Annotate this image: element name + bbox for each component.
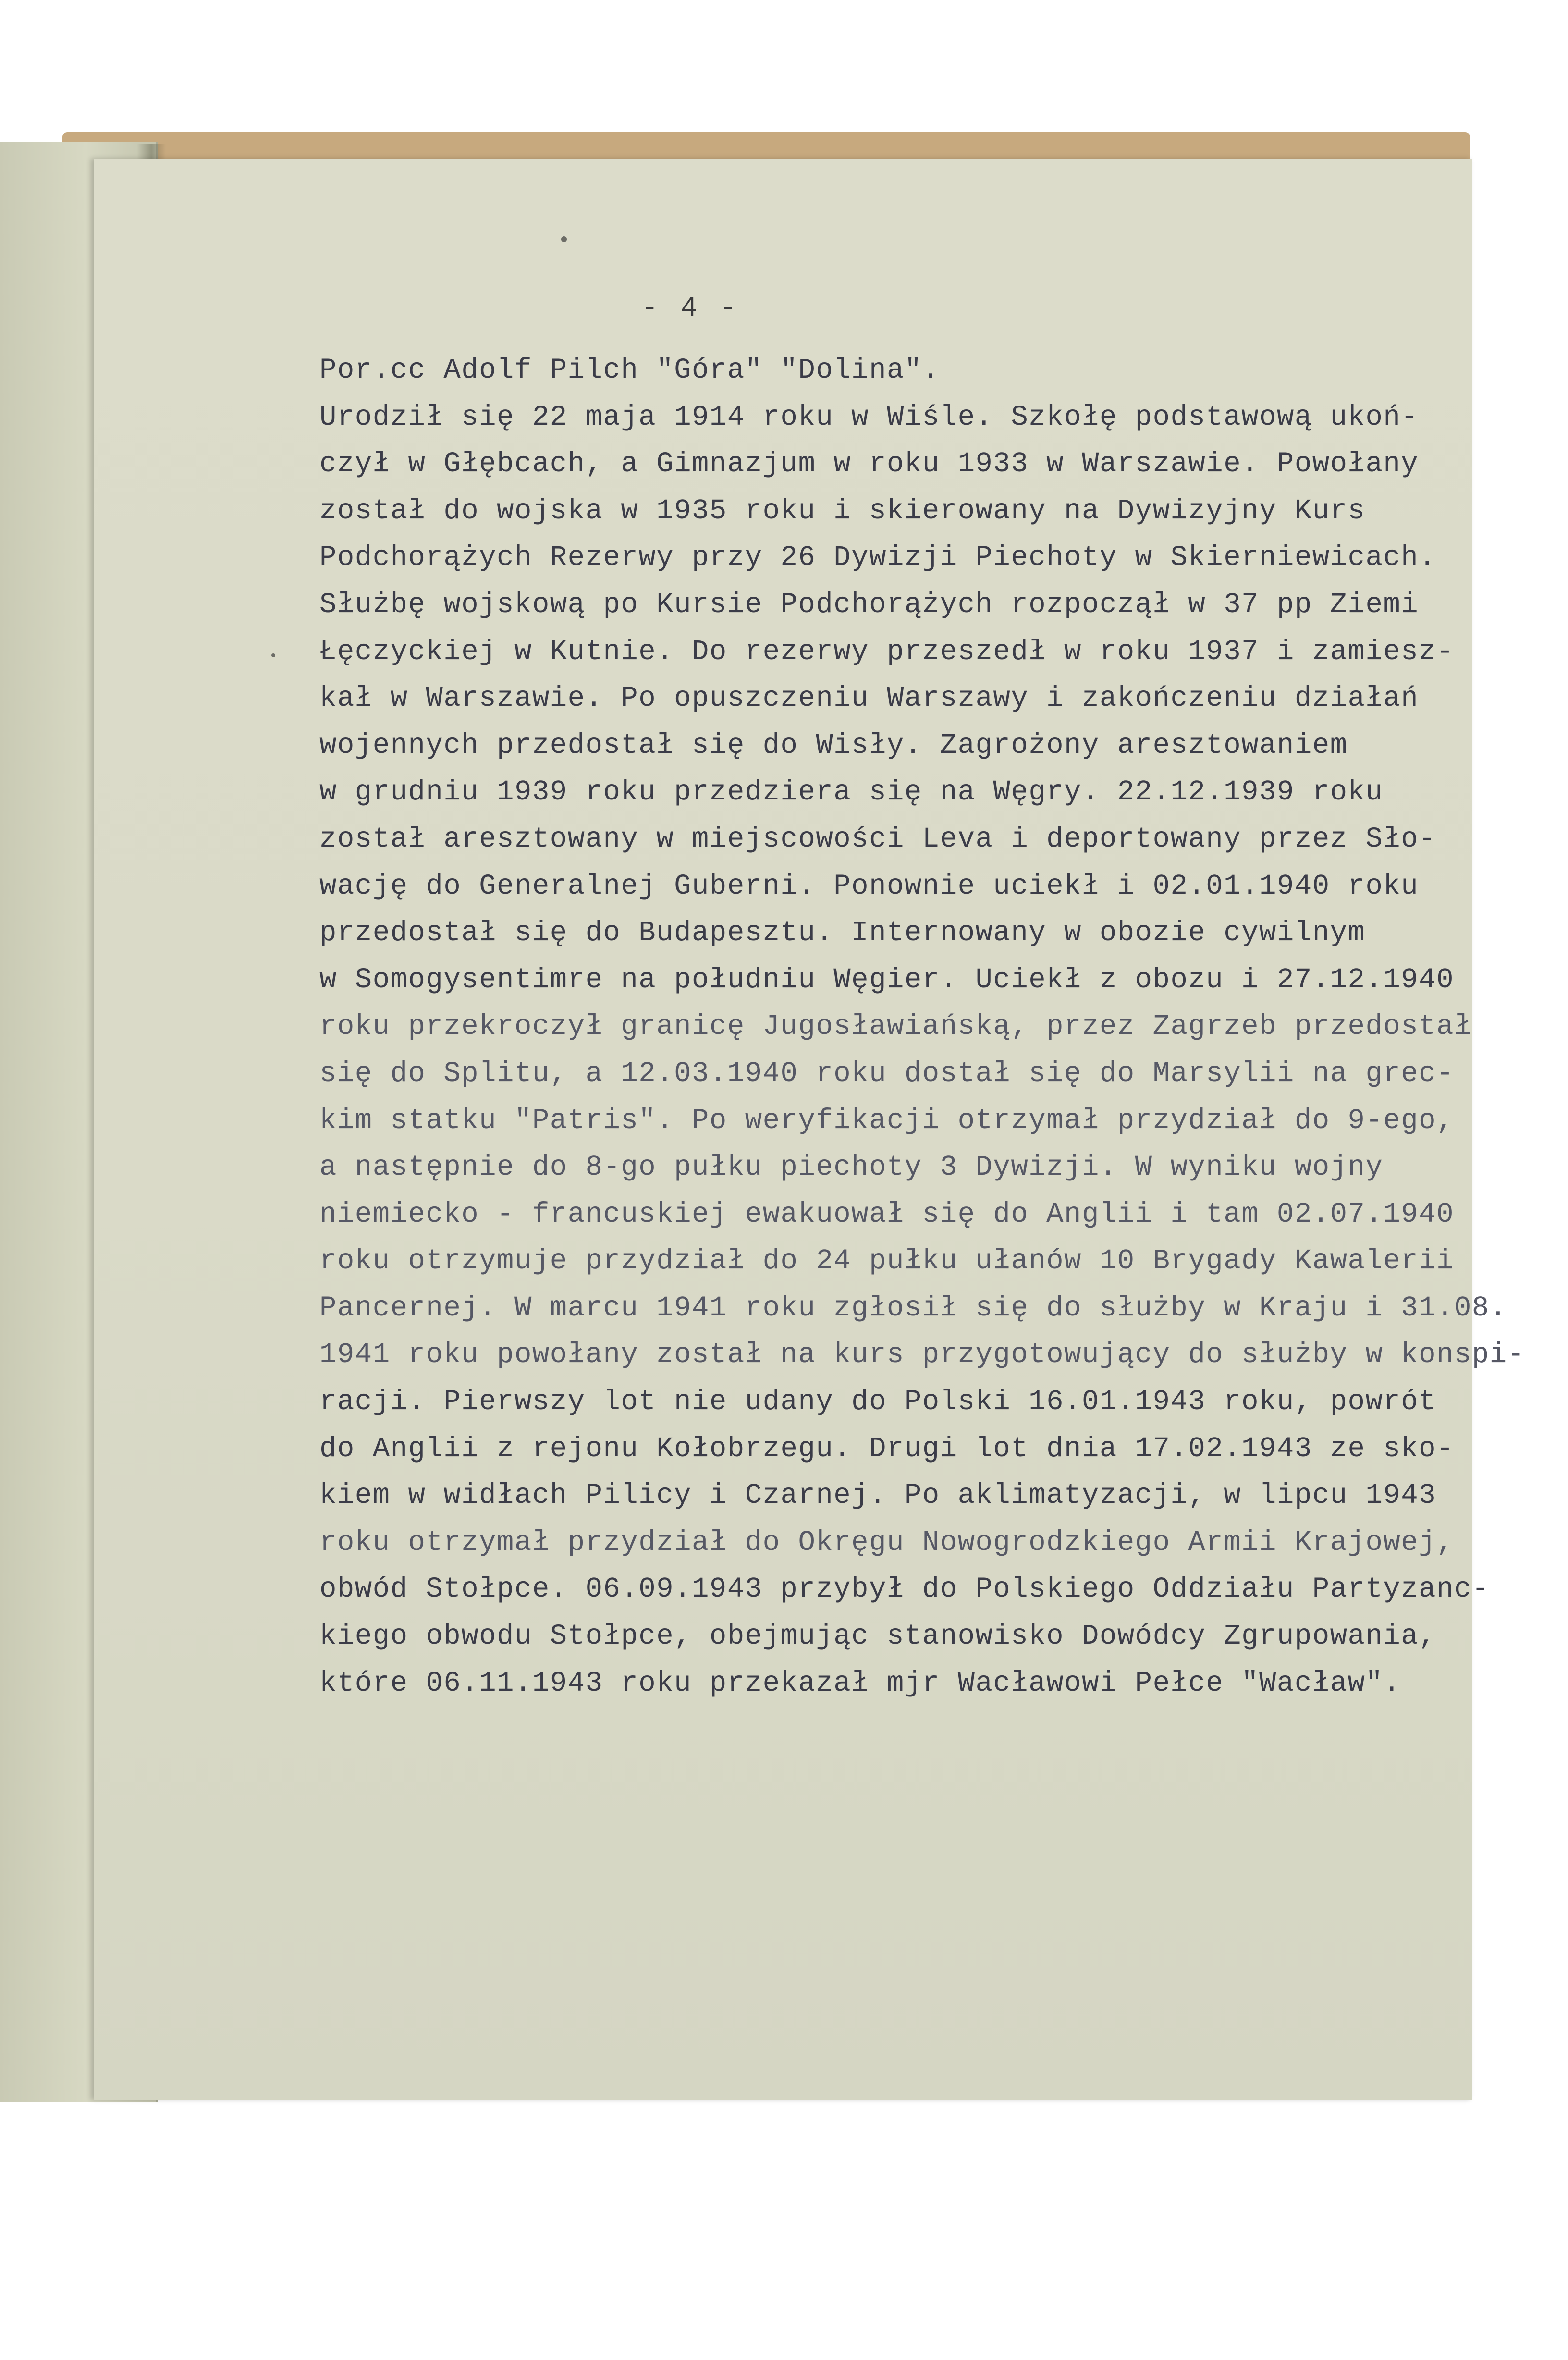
text-line: wację do Generalnej Guberni. Ponownie uciekł i 02.01.1940 roku xyxy=(319,870,1419,902)
text-line: niemiecko - francuskiej ewakuował się do Anglii i tam 02.07.1940 xyxy=(319,1198,1454,1230)
text-line: Pancernej. W marcu 1941 roku zgłosił się do służby w Kraju i 31.08. xyxy=(319,1291,1507,1324)
text-line: kim statku "Patris". Po weryfikacji otrzymał przydział do 9-ego, xyxy=(319,1104,1454,1137)
text-line: w Somogysentimre na południu Węgier. Uciekł z obozu i 27.12.1940 xyxy=(319,963,1454,996)
text-line: Urodził się 22 maja 1914 roku w Wiśle. Szkołę podstawową ukoń- xyxy=(319,401,1419,433)
text-line: Służbę wojskową po Kursie Podchorążych rozpoczął w 37 pp Ziemi xyxy=(319,588,1419,621)
text-line: Por.cc Adolf Pilch "Góra" "Dolina". xyxy=(319,354,940,386)
text-line: wojennych przedostał się do Wisły. Zagrożony aresztowaniem xyxy=(319,729,1348,762)
text-line: a następnie do 8-go pułku piechoty 3 Dywizji. W wyniku wojny xyxy=(319,1151,1384,1184)
text-line: 1941 roku powołany został na kurs przygotowujący do służby w konspi- xyxy=(319,1339,1525,1371)
text-line: kiego obwodu Stołpce, obejmując stanowisko Dowódcy Zgrupowania, xyxy=(319,1620,1437,1653)
text-line: kał w Warszawie. Po opuszczeniu Warszawy i zakończeniu działań xyxy=(319,682,1419,715)
text-line: w grudniu 1939 roku przedziera się na Węgry. 22.12.1939 roku xyxy=(319,776,1384,809)
text-line: roku otrzymał przydział do Okręgu Nowogrodzkiego Armii Krajowej, xyxy=(319,1526,1454,1559)
text-line: czył w Głębcach, a Gimnazjum w roku 1933 w Warszawie. Powołany xyxy=(319,448,1419,480)
text-line: Podchorążych Rezerwy przy 26 Dywizji Piechoty w Skierniewicach. xyxy=(319,541,1437,574)
text-line: został aresztowany w miejscowości Leva i deportowany przez Sło- xyxy=(319,823,1437,855)
text-line: racji. Pierwszy lot nie udany do Polski 16.01.1943 roku, powrót xyxy=(319,1386,1437,1418)
text-line: które 06.11.1943 roku przekazał mjr Wacławowi Pełce "Wacław". xyxy=(319,1667,1401,1699)
text-line: Łęczyckiej w Kutnie. Do rezerwy przeszedł w roku 1937 i zamiesz- xyxy=(319,635,1454,668)
text-line: obwód Stołpce. 06.09.1943 przybył do Polskiego Oddziału Partyzanc- xyxy=(319,1573,1490,1606)
paper-speck xyxy=(271,653,275,657)
page-number: - 4 - xyxy=(641,293,740,324)
text-line: kiem w widłach Pilicy i Czarnej. Po aklimatyzacji, w lipcu 1943 xyxy=(319,1479,1437,1512)
paper-speck xyxy=(561,236,567,242)
text-line: roku przekroczył granicę Jugosławiańską, przez Zagrzeb przedostał xyxy=(319,1010,1472,1043)
typed-text-block xyxy=(319,347,1525,1707)
text-line: przedostał się do Budapesztu. Internowany w obozie cywilnym xyxy=(319,917,1366,949)
text-line: roku otrzymuje przydział do 24 pułku ułanów 10 Brygady Kawalerii xyxy=(319,1245,1454,1278)
text-line: się do Splitu, a 12.03.1940 roku dostał się do Marsylii na grec- xyxy=(319,1057,1454,1090)
text-line: do Anglii z rejonu Kołobrzegu. Drugi lot dnia 17.02.1943 ze sko- xyxy=(319,1432,1454,1465)
text-line: został do wojska w 1935 roku i skierowany na Dywizyjny Kurs xyxy=(319,494,1366,527)
